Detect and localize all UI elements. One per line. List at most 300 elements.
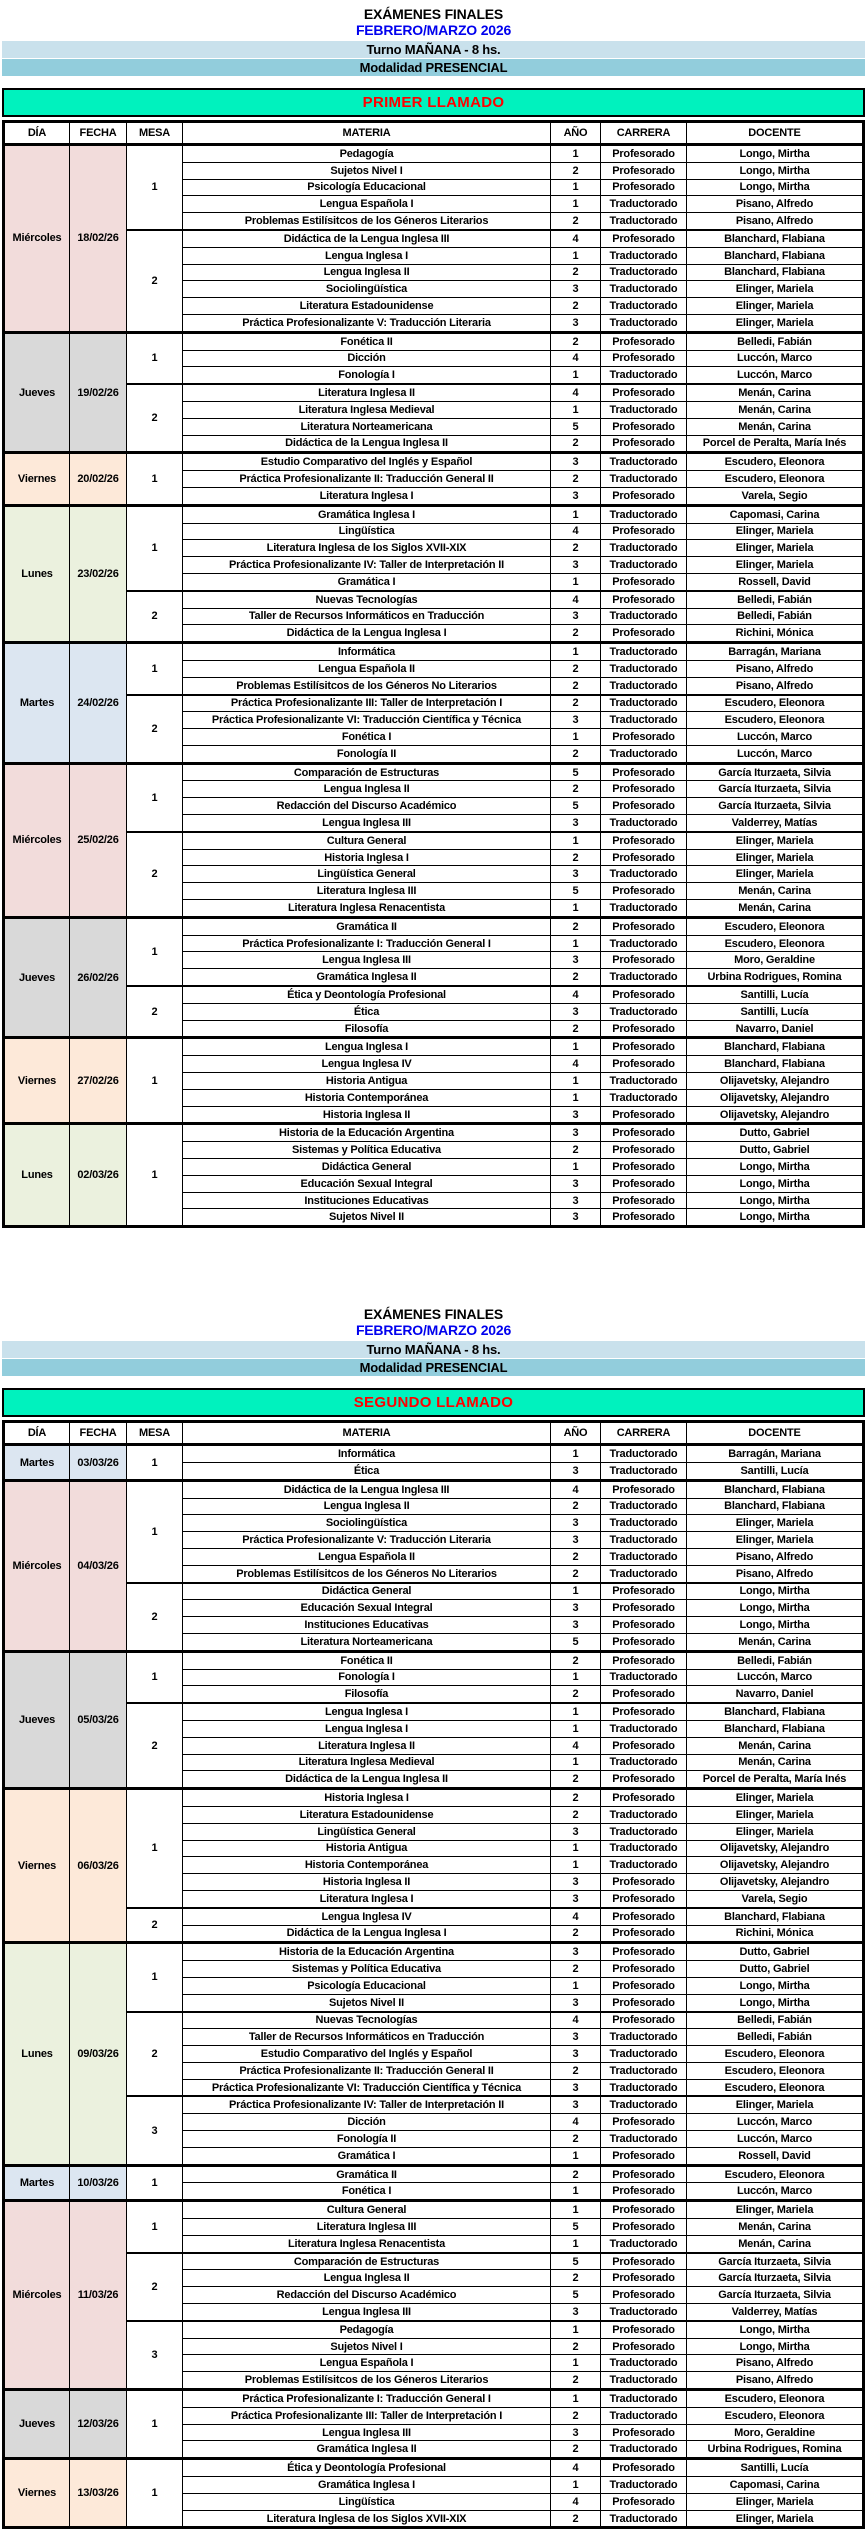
- year-cell: 3: [551, 815, 601, 832]
- materia-cell: Nuevas Tecnologías: [183, 2012, 551, 2029]
- year-cell: 1: [551, 2201, 601, 2219]
- docente-cell: Blanchard, Flabiana: [687, 1038, 864, 1056]
- exam-row: [4, 384, 864, 401]
- year-cell: 3: [551, 1106, 601, 1124]
- mesa-cell: 2: [127, 695, 183, 764]
- mesa-cell: 1: [127, 2165, 183, 2201]
- carrera-cell: Profesorado: [601, 350, 687, 367]
- materia-cell: Lingüística General: [183, 866, 551, 883]
- materia-cell: Lengua Inglesa II: [183, 2270, 551, 2287]
- carrera-cell: Profesorado: [601, 2287, 687, 2304]
- materia-cell: Pedagogía: [183, 145, 551, 163]
- exam-row: [4, 1445, 864, 1463]
- exam-row: [4, 2253, 864, 2270]
- year-cell: 3: [551, 2096, 601, 2113]
- materia-cell: Fonética II: [183, 332, 551, 350]
- call-banner-label: SEGUNDO LLAMADO: [353, 1394, 514, 1412]
- docente-cell: Varela, Segio: [687, 1890, 864, 1907]
- materia-cell: Gramática Inglesa I: [183, 2477, 551, 2494]
- exam-row: [4, 643, 864, 661]
- year-cell: 2: [551, 2270, 601, 2287]
- date-cell: 12/03/26: [70, 2390, 127, 2459]
- year-cell: 4: [551, 1737, 601, 1754]
- carrera-cell: Profesorado: [601, 2183, 687, 2201]
- exam-row: [4, 2012, 864, 2029]
- carrera-cell: Profesorado: [601, 986, 687, 1003]
- exam-section: [2, 1306, 865, 2529]
- year-cell: 1: [551, 179, 601, 196]
- carrera-cell: Traductorado: [601, 2131, 687, 2148]
- docente-cell: Santilli, Lucía: [687, 1003, 864, 1020]
- exam-row: [4, 230, 864, 247]
- materia-cell: Lengua Inglesa III: [183, 2424, 551, 2441]
- docente-cell: Longo, Mirtha: [687, 2321, 864, 2338]
- docente-cell: Longo, Mirtha: [687, 1583, 864, 1600]
- materia-cell: Lengua Española II: [183, 1548, 551, 1565]
- mesa-cell: 1: [127, 505, 183, 590]
- carrera-cell: Profesorado: [601, 384, 687, 401]
- materia-cell: Práctica Profesionalizante VI: Traducción Científica y Técnica: [183, 712, 551, 729]
- date-cell: 18/02/26: [70, 145, 127, 333]
- day-cell: Jueves: [4, 2390, 70, 2459]
- mesa-cell: 1: [127, 1943, 183, 2012]
- day-cell: Martes: [4, 2165, 70, 2201]
- materia-cell: Práctica Profesionalizante V: Traducción Literaria: [183, 1532, 551, 1549]
- year-cell: 1: [551, 2477, 601, 2494]
- carrera-cell: Profesorado: [601, 1617, 687, 1634]
- year-cell: 3: [551, 1124, 601, 1142]
- mesa-cell: 1: [127, 332, 183, 384]
- materia-cell: Fonología I: [183, 367, 551, 384]
- materia-cell: Sujetos Nivel II: [183, 1209, 551, 1227]
- docente-cell: Belledi, Fabián: [687, 2012, 864, 2029]
- exam-row: [4, 591, 864, 608]
- year-cell: 3: [551, 1175, 601, 1192]
- materia-cell: Didáctica de la Lengua Inglesa III: [183, 1480, 551, 1498]
- docente-cell: Pisano, Alfredo: [687, 660, 864, 677]
- year-cell: 1: [551, 729, 601, 746]
- mesa-cell: 2: [127, 230, 183, 332]
- carrera-cell: Traductorado: [601, 2062, 687, 2079]
- year-cell: 3: [551, 1823, 601, 1840]
- materia-cell: Psicología Educacional: [183, 1977, 551, 1994]
- docente-cell: Santilli, Lucía: [687, 986, 864, 1003]
- year-cell: 1: [551, 1445, 601, 1463]
- carrera-cell: Traductorado: [601, 1089, 687, 1106]
- exam-row: [4, 695, 864, 712]
- materia-cell: Sujetos Nivel I: [183, 2338, 551, 2355]
- year-cell: 1: [551, 900, 601, 918]
- date-cell: 25/02/26: [70, 763, 127, 917]
- date-cell: 05/03/26: [70, 1651, 127, 1788]
- materia-cell: Lingüística: [183, 2493, 551, 2510]
- exam-row: [4, 453, 864, 471]
- exam-period: FEBRERO/MARZO 2026: [355, 22, 512, 38]
- call-banner: [2, 1388, 865, 1417]
- column-header: CARRERA: [601, 122, 687, 145]
- year-cell: 2: [551, 2510, 601, 2528]
- docente-cell: Blanchard, Flabiana: [687, 1908, 864, 1925]
- exam-section: [2, 6, 865, 1228]
- docente-cell: Luccón, Marco: [687, 1669, 864, 1686]
- docente-cell: Escudero, Eleonora: [687, 695, 864, 712]
- date-cell: 24/02/26: [70, 643, 127, 764]
- docente-cell: Longo, Mirtha: [687, 2338, 864, 2355]
- carrera-cell: Profesorado: [601, 1925, 687, 1943]
- carrera-cell: Profesorado: [601, 917, 687, 935]
- carrera-cell: Profesorado: [601, 2114, 687, 2131]
- exam-row: [4, 1908, 864, 1925]
- docente-cell: Belledi, Fabián: [687, 332, 864, 350]
- docente-cell: Pisano, Alfredo: [687, 1548, 864, 1565]
- year-cell: 1: [551, 1073, 601, 1090]
- carrera-cell: Profesorado: [601, 849, 687, 866]
- year-cell: 2: [551, 1651, 601, 1669]
- materia-cell: Problemas Estilísitcos de los Géneros No Literarios: [183, 677, 551, 694]
- carrera-cell: Profesorado: [601, 798, 687, 815]
- materia-cell: Problemas Estilísitcos de los Géneros No Literarios: [183, 1565, 551, 1582]
- year-cell: 2: [551, 162, 601, 179]
- year-cell: 2: [551, 745, 601, 763]
- materia-cell: Práctica Profesionalizante II: Traducción General II: [183, 471, 551, 488]
- carrera-cell: Traductorado: [601, 677, 687, 694]
- carrera-cell: Profesorado: [601, 1175, 687, 1192]
- materia-cell: Fonética II: [183, 1651, 551, 1669]
- year-cell: 4: [551, 384, 601, 401]
- carrera-cell: Profesorado: [601, 2459, 687, 2477]
- carrera-cell: Traductorado: [601, 1754, 687, 1771]
- mesa-cell: 1: [127, 1445, 183, 1481]
- carrera-cell: Profesorado: [601, 418, 687, 435]
- carrera-cell: Traductorado: [601, 866, 687, 883]
- docente-cell: Longo, Mirtha: [687, 1192, 864, 1209]
- docente-cell: Escudero, Eleonora: [687, 2407, 864, 2424]
- column-header: MESA: [127, 122, 183, 145]
- materia-cell: Cultura General: [183, 832, 551, 849]
- materia-cell: Literatura Inglesa Renacentista: [183, 2235, 551, 2252]
- day-cell: Viernes: [4, 453, 70, 505]
- carrera-cell: Profesorado: [601, 2012, 687, 2029]
- day-cell: Jueves: [4, 917, 70, 1038]
- docente-cell: Belledi, Fabián: [687, 591, 864, 608]
- year-cell: 1: [551, 247, 601, 264]
- year-cell: 2: [551, 435, 601, 453]
- docente-cell: Elinger, Mariela: [687, 2201, 864, 2219]
- year-cell: 1: [551, 1669, 601, 1686]
- materia-cell: Literatura Norteamericana: [183, 1633, 551, 1651]
- carrera-cell: Traductorado: [601, 1840, 687, 1857]
- carrera-cell: Profesorado: [601, 179, 687, 196]
- carrera-cell: Traductorado: [601, 2390, 687, 2408]
- day-cell: Lunes: [4, 1124, 70, 1227]
- materia-cell: Literatura Inglesa I: [183, 487, 551, 505]
- year-cell: 1: [551, 935, 601, 952]
- materia-cell: Lengua Inglesa II: [183, 781, 551, 798]
- carrera-cell: Traductorado: [601, 281, 687, 298]
- exam-row: [4, 2459, 864, 2477]
- year-cell: 3: [551, 1192, 601, 1209]
- year-cell: 1: [551, 1840, 601, 1857]
- exam-row: [4, 1943, 864, 1961]
- exam-row: [4, 917, 864, 935]
- year-cell: 4: [551, 523, 601, 540]
- year-cell: 2: [551, 695, 601, 712]
- carrera-cell: Profesorado: [601, 883, 687, 900]
- carrera-cell: Profesorado: [601, 2147, 687, 2165]
- materia-cell: Redacción del Discurso Académico: [183, 2287, 551, 2304]
- carrera-cell: Traductorado: [601, 1463, 687, 1481]
- carrera-cell: Traductorado: [601, 453, 687, 471]
- carrera-cell: Profesorado: [601, 230, 687, 247]
- docente-cell: Longo, Mirtha: [687, 1617, 864, 1634]
- carrera-cell: Traductorado: [601, 2304, 687, 2321]
- day-cell: Miércoles: [4, 763, 70, 917]
- year-cell: 3: [551, 1209, 601, 1227]
- carrera-cell: Traductorado: [601, 557, 687, 574]
- docente-cell: Belledi, Fabián: [687, 1651, 864, 1669]
- carrera-cell: Profesorado: [601, 1106, 687, 1124]
- materia-cell: Historia Antigua: [183, 1073, 551, 1090]
- docente-cell: Elinger, Mariela: [687, 298, 864, 315]
- year-cell: 4: [551, 230, 601, 247]
- materia-cell: Historia Inglesa II: [183, 1106, 551, 1124]
- docente-cell: Escudero, Eleonora: [687, 471, 864, 488]
- year-cell: 2: [551, 660, 601, 677]
- year-cell: 2: [551, 625, 601, 643]
- carrera-cell: Profesorado: [601, 145, 687, 163]
- carrera-cell: Traductorado: [601, 1806, 687, 1823]
- exam-row: [4, 1038, 864, 1056]
- materia-cell: Problemas Estilísitcos de los Géneros Literarios: [183, 213, 551, 230]
- call-banner: [2, 88, 865, 117]
- carrera-cell: Traductorado: [601, 1857, 687, 1874]
- exam-row: [4, 1789, 864, 1807]
- carrera-cell: Traductorado: [601, 712, 687, 729]
- carrera-cell: Traductorado: [601, 1073, 687, 1090]
- day-cell: Miércoles: [4, 2201, 70, 2390]
- year-cell: 2: [551, 781, 601, 798]
- docente-cell: Elinger, Mariela: [687, 2510, 864, 2528]
- docente-cell: Longo, Mirtha: [687, 1175, 864, 1192]
- carrera-cell: Traductorado: [601, 298, 687, 315]
- materia-cell: Práctica Profesionalizante I: Traducción General I: [183, 935, 551, 952]
- materia-cell: Literatura Estadounidense: [183, 298, 551, 315]
- column-header: MATERIA: [183, 122, 551, 145]
- materia-cell: Estudio Comparativo del Inglés y Español: [183, 453, 551, 471]
- column-header: CARRERA: [601, 1422, 687, 1445]
- exam-row: [4, 1124, 864, 1142]
- year-cell: 2: [551, 917, 601, 935]
- carrera-cell: Profesorado: [601, 625, 687, 643]
- materia-cell: Gramática II: [183, 2165, 551, 2183]
- carrera-cell: Profesorado: [601, 1020, 687, 1038]
- materia-cell: Fonología II: [183, 2131, 551, 2148]
- year-cell: 1: [551, 2147, 601, 2165]
- carrera-cell: Traductorado: [601, 1565, 687, 1582]
- carrera-cell: Traductorado: [601, 401, 687, 418]
- materia-cell: Lengua Inglesa III: [183, 815, 551, 832]
- docente-cell: Capomasi, Carina: [687, 2477, 864, 2494]
- year-cell: 5: [551, 418, 601, 435]
- day-cell: Jueves: [4, 1651, 70, 1788]
- year-cell: 3: [551, 952, 601, 969]
- year-cell: 3: [551, 1463, 601, 1481]
- year-cell: 2: [551, 1686, 601, 1703]
- docente-cell: Valderrey, Matías: [687, 2304, 864, 2321]
- carrera-cell: Profesorado: [601, 781, 687, 798]
- mesa-cell: 2: [127, 1583, 183, 1652]
- year-cell: 1: [551, 573, 601, 590]
- docente-cell: Santilli, Lucía: [687, 1463, 864, 1481]
- materia-cell: Historia de la Educación Argentina: [183, 1124, 551, 1142]
- docente-cell: Rossell, David: [687, 573, 864, 590]
- year-cell: 1: [551, 1857, 601, 1874]
- materia-cell: Práctica Profesionalizante VI: Traducción Científica y Técnica: [183, 2079, 551, 2096]
- date-cell: 27/02/26: [70, 1038, 127, 1124]
- exam-row: [4, 1651, 864, 1669]
- docente-cell: Luccón, Marco: [687, 2114, 864, 2131]
- year-cell: 3: [551, 1617, 601, 1634]
- materia-cell: Lengua Española II: [183, 660, 551, 677]
- materia-cell: Ética y Deontología Profesional: [183, 986, 551, 1003]
- carrera-cell: Profesorado: [601, 763, 687, 781]
- materia-cell: Filosofía: [183, 1020, 551, 1038]
- docente-cell: Escudero, Eleonora: [687, 712, 864, 729]
- mesa-cell: 2: [127, 1908, 183, 1943]
- docente-cell: Longo, Mirtha: [687, 1977, 864, 1994]
- docente-cell: Escudero, Eleonora: [687, 2165, 864, 2183]
- carrera-cell: Traductorado: [601, 1532, 687, 1549]
- year-cell: 1: [551, 832, 601, 849]
- year-cell: 1: [551, 1720, 601, 1737]
- year-cell: 4: [551, 350, 601, 367]
- docente-cell: Elinger, Mariela: [687, 2096, 864, 2113]
- year-cell: 2: [551, 2338, 601, 2355]
- year-cell: 4: [551, 1908, 601, 1925]
- materia-cell: Lengua Inglesa II: [183, 264, 551, 281]
- carrera-cell: Traductorado: [601, 969, 687, 986]
- year-cell: 3: [551, 712, 601, 729]
- docente-cell: Olijavetsky, Alejandro: [687, 1874, 864, 1891]
- docente-cell: Pisano, Alfredo: [687, 2372, 864, 2390]
- carrera-cell: Traductorado: [601, 264, 687, 281]
- carrera-cell: Profesorado: [601, 2201, 687, 2219]
- docente-cell: Menán, Carina: [687, 1633, 864, 1651]
- carrera-cell: Profesorado: [601, 591, 687, 608]
- year-cell: 3: [551, 2046, 601, 2063]
- docente-cell: Menán, Carina: [687, 384, 864, 401]
- day-cell: Martes: [4, 1445, 70, 1481]
- materia-cell: Sujetos Nivel I: [183, 162, 551, 179]
- exam-row: [4, 1583, 864, 1600]
- year-cell: 1: [551, 1703, 601, 1720]
- year-cell: 1: [551, 1089, 601, 1106]
- carrera-cell: Traductorado: [601, 2355, 687, 2372]
- docente-cell: Elinger, Mariela: [687, 540, 864, 557]
- date-cell: 19/02/26: [70, 332, 127, 453]
- mesa-cell: 1: [127, 763, 183, 832]
- docente-cell: Blanchard, Flabiana: [687, 1720, 864, 1737]
- docente-cell: Olijavetsky, Alejandro: [687, 1106, 864, 1124]
- carrera-cell: Traductorado: [601, 471, 687, 488]
- docente-cell: Dutto, Gabriel: [687, 1124, 864, 1142]
- day-cell: Martes: [4, 643, 70, 764]
- materia-cell: Historia Antigua: [183, 1840, 551, 1857]
- year-cell: 2: [551, 969, 601, 986]
- docente-cell: Porcel de Peralta, María Inés: [687, 435, 864, 453]
- year-cell: 4: [551, 1480, 601, 1498]
- materia-cell: Lengua Española I: [183, 2355, 551, 2372]
- docente-cell: Belledi, Fabián: [687, 608, 864, 625]
- year-cell: 2: [551, 471, 601, 488]
- exam-row: [4, 832, 864, 849]
- carrera-cell: Profesorado: [601, 1977, 687, 1994]
- docente-cell: Longo, Mirtha: [687, 1600, 864, 1617]
- exam-row: [4, 2201, 864, 2219]
- carrera-cell: Profesorado: [601, 1651, 687, 1669]
- materia-cell: Práctica Profesionalizante III: Taller de Interpretación I: [183, 2407, 551, 2424]
- year-cell: 2: [551, 2062, 601, 2079]
- docente-cell: Elinger, Mariela: [687, 281, 864, 298]
- docente-cell: Pisano, Alfredo: [687, 677, 864, 694]
- year-cell: 2: [551, 298, 601, 315]
- docente-cell: Menán, Carina: [687, 883, 864, 900]
- date-cell: 11/03/26: [70, 2201, 127, 2390]
- year-cell: 2: [551, 1142, 601, 1159]
- docente-cell: Olijavetsky, Alejandro: [687, 1089, 864, 1106]
- year-cell: 2: [551, 1020, 601, 1038]
- carrera-cell: Traductorado: [601, 2079, 687, 2096]
- materia-cell: Ética: [183, 1463, 551, 1481]
- docente-cell: Elinger, Mariela: [687, 1823, 864, 1840]
- materia-cell: Gramática I: [183, 573, 551, 590]
- date-cell: 06/03/26: [70, 1789, 127, 1943]
- carrera-cell: Profesorado: [601, 1209, 687, 1227]
- materia-cell: Lengua Inglesa III: [183, 952, 551, 969]
- exam-row: [4, 2390, 864, 2408]
- mesa-cell: 1: [127, 145, 183, 230]
- exam-row: [4, 2165, 864, 2183]
- column-header: AÑO: [551, 122, 601, 145]
- carrera-cell: Profesorado: [601, 1142, 687, 1159]
- materia-cell: Sociolingüística: [183, 281, 551, 298]
- carrera-cell: Profesorado: [601, 2165, 687, 2183]
- docente-cell: Blanchard, Flabiana: [687, 1498, 864, 1515]
- docente-cell: Urbina Rodrigues, Romina: [687, 969, 864, 986]
- materia-cell: Taller de Recursos Informáticos en Traducción: [183, 2029, 551, 2046]
- exam-row: [4, 505, 864, 523]
- materia-cell: Dicción: [183, 350, 551, 367]
- mesa-cell: 1: [127, 1651, 183, 1703]
- materia-cell: Gramática Inglesa II: [183, 2441, 551, 2459]
- materia-cell: Pedagogía: [183, 2321, 551, 2338]
- materia-cell: Historia Inglesa II: [183, 1874, 551, 1891]
- mesa-cell: 1: [127, 643, 183, 695]
- materia-cell: Lengua Inglesa IV: [183, 1908, 551, 1925]
- docente-cell: Pisano, Alfredo: [687, 1565, 864, 1582]
- docente-cell: Blanchard, Flabiana: [687, 1056, 864, 1073]
- materia-cell: Lengua Inglesa I: [183, 1038, 551, 1056]
- docente-cell: Pisano, Alfredo: [687, 213, 864, 230]
- materia-cell: Literatura Inglesa de los Siglos XVII-XIX: [183, 2510, 551, 2528]
- docente-cell: Rossell, David: [687, 2147, 864, 2165]
- materia-cell: Cultura General: [183, 2201, 551, 2219]
- materia-cell: Fonética I: [183, 2183, 551, 2201]
- date-cell: 10/03/26: [70, 2165, 127, 2201]
- docente-cell: Menán, Carina: [687, 900, 864, 918]
- docente-cell: Barragán, Mariana: [687, 1445, 864, 1463]
- materia-cell: Lengua Inglesa IV: [183, 1056, 551, 1073]
